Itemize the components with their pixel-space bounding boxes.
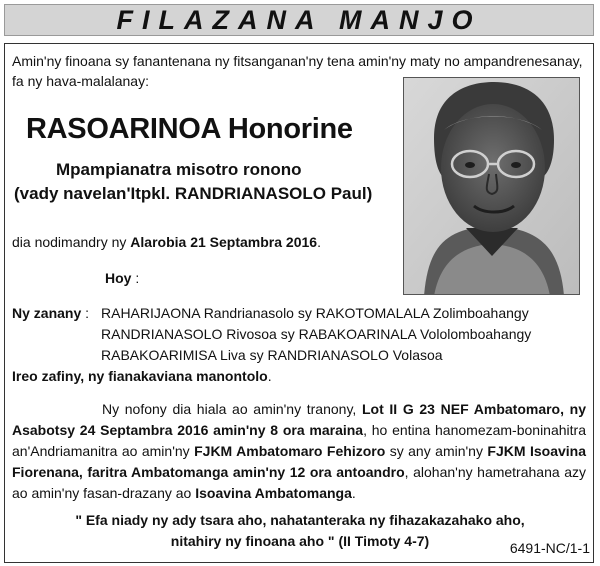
funeral-text-2: , ho entina hanomezam-boninahitra an'Andriamanitra ao amin'ny	[12, 422, 586, 459]
hoy-colon: :	[131, 270, 140, 286]
children-colon: :	[81, 305, 90, 321]
deceased-spouse: (vady navelan'Itpkl. RANDRIANASOLO Paul)	[14, 184, 373, 203]
quote-line-1: " Efa niady ny ady tsara aho, nahatanteraka ny fihazakazahako aho,	[75, 512, 525, 528]
portrait-image	[404, 78, 580, 295]
children-line-3: RABAKOARIMISA Liva sy RANDRIANASOLO Volasoa	[101, 347, 443, 363]
quote-line-2: nitahiry ny finoana aho " (II Timoty 4-7)	[170, 533, 430, 549]
funeral-text-1: Ny nofony dia hiala ao amin'ny tranony,	[102, 401, 362, 417]
hoy-line	[105, 270, 139, 287]
notice-header	[4, 4, 594, 36]
death-statement	[12, 234, 321, 251]
reference-code: 6491-NC/1-1	[509, 540, 590, 556]
children-line-2: RANDRIANASOLO Rivosoa sy RABAKOARINALA Vololomboahangy	[101, 326, 532, 342]
funeral-text-4: , alohan'ny hametrahana azy ao amin'ny fasan-drazany ao	[12, 464, 586, 501]
family-text: Ireo zafiny, ny fianakaviana manontolo	[12, 368, 268, 384]
portrait-photo	[403, 77, 580, 295]
family-line	[12, 368, 272, 385]
deceased-role: Mpampianatra misotro ronono	[56, 160, 302, 179]
death-prefix: dia nodimandry ny	[12, 234, 131, 250]
family-suffix: .	[267, 368, 272, 384]
intro-line-1: Amin'ny finoana sy fanantenana ny fitsanganan'ny tena amin'ny maty no ampandrenesanay,	[12, 53, 583, 69]
burial-place: Isoavina Ambatomanga	[195, 485, 352, 501]
hoy-label: Hoy	[105, 270, 132, 286]
death-date: Alarobia 21 Septambra 2016	[130, 234, 318, 250]
notice-title: FILAZANA MANJO	[116, 4, 482, 35]
children-label-line	[12, 305, 89, 322]
deceased-name: RASOARINOA Honorine	[26, 113, 353, 145]
intro-line-2: fa ny hava-malalanay:	[12, 73, 149, 89]
funeral-church-1: FJKM Ambatomaro Fehizoro	[194, 443, 386, 459]
funeral-location: Lot II G 23 NEF Ambatomaro, ny Asabotsy 24 Septambra 2016 amin'ny 8 ora maraina	[12, 401, 586, 438]
funeral-paragraph	[12, 399, 586, 504]
death-suffix: .	[317, 234, 321, 250]
funeral-church-2: FJKM Isoavina Fiorenana, faritra Ambatomanga amin'ny 12 ora antoandro	[12, 443, 587, 480]
funeral-text-5: .	[351, 485, 356, 501]
funeral-text-3: sy any amin'ny	[385, 443, 488, 459]
children-line-1: RAHARIJAONA Randrianasolo sy RAKOTOMALALA Zolimboahangy	[101, 305, 529, 321]
children-label: Ny zanany	[12, 305, 82, 321]
